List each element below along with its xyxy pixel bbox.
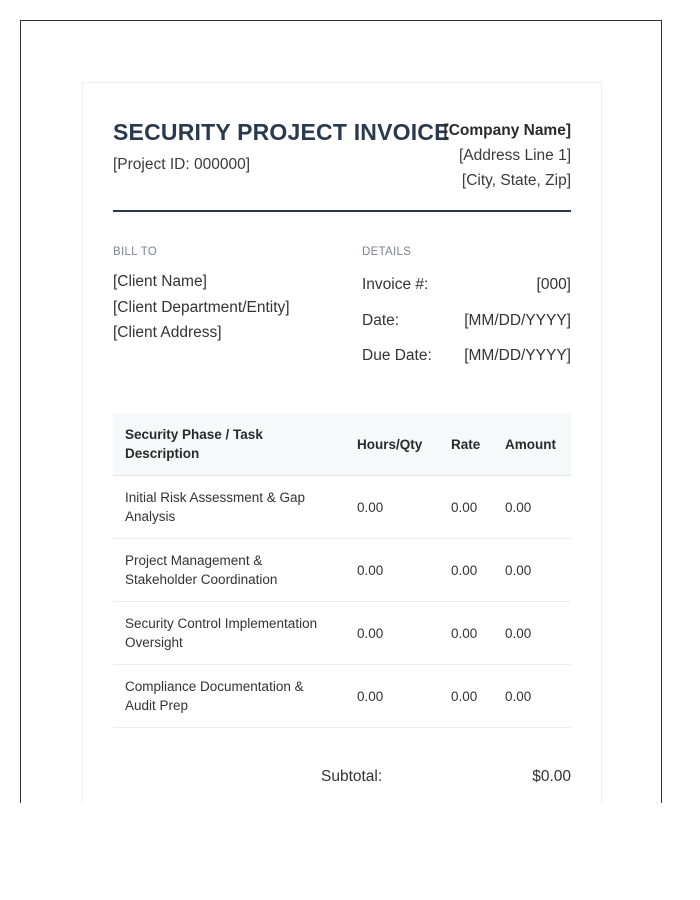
header-amount: Amount (493, 413, 571, 476)
table-header-row (113, 413, 571, 476)
cell-description: Initial Risk Assessment & Gap Analysis (113, 476, 347, 539)
cell-description: Project Management & Stakeholder Coordination (113, 539, 347, 602)
details-row-value: [MM/DD/YYYY] (464, 311, 571, 329)
table-row (113, 539, 571, 602)
invoice-title: SECURITY PROJECT INVOICE (113, 119, 450, 145)
bill-to-label: BILL TO (113, 246, 158, 258)
company-block (444, 118, 571, 193)
table-row (113, 476, 571, 539)
client-address: [Client Address] (113, 324, 222, 341)
cell-amount: 0.00 (493, 665, 571, 728)
cell-amount: 0.00 (493, 476, 571, 539)
cell-hours: 0.00 (347, 476, 439, 539)
details-block (362, 273, 571, 380)
cell-hours: 0.00 (347, 665, 439, 728)
cell-hours: 0.00 (347, 602, 439, 665)
bill-to-block (113, 269, 290, 346)
client-name: [Client Name] (113, 273, 207, 290)
cell-description: Security Control Implementation Oversight (113, 602, 347, 665)
cell-rate: 0.00 (439, 539, 493, 602)
header-rate: Rate (439, 413, 493, 476)
details-row-label: Invoice #: (362, 276, 429, 293)
details-label: DETAILS (362, 246, 412, 258)
header-divider (113, 210, 571, 212)
table-row (113, 602, 571, 665)
details-row-label: Due Date: (362, 347, 432, 364)
invoice-card (82, 82, 602, 803)
details-row-invoice-number (362, 273, 571, 309)
details-row-date (362, 309, 571, 345)
details-row-label: Date: (362, 311, 400, 329)
cell-amount: 0.00 (493, 602, 571, 665)
header-hours: Hours/Qty (347, 413, 439, 476)
header-description: Security Phase / Task Description (113, 413, 347, 476)
company-name: [Company Name] (443, 122, 571, 139)
cell-rate: 0.00 (439, 665, 493, 728)
cell-hours: 0.00 (347, 539, 439, 602)
document-page (20, 20, 662, 803)
details-row-value: [MM/DD/YYYY] (464, 347, 571, 364)
cell-amount: 0.00 (493, 539, 571, 602)
details-row-value: [000] (536, 276, 571, 293)
cell-description: Compliance Documentation & Audit Prep (113, 665, 347, 728)
line-items-table (113, 413, 571, 728)
company-address-line-1: [Address Line 1] (458, 147, 571, 164)
cell-rate: 0.00 (439, 602, 493, 665)
table-row (113, 665, 571, 728)
details-row-due-date (362, 344, 571, 380)
company-city-state-zip: [City, State, Zip] (461, 172, 571, 189)
subtotal-label: Subtotal: (321, 768, 383, 785)
client-department: [Client Department/Entity] (113, 298, 290, 316)
cell-rate: 0.00 (439, 476, 493, 539)
project-id: [Project ID: 000000] (113, 156, 250, 173)
subtotal-value: $0.00 (532, 768, 571, 785)
